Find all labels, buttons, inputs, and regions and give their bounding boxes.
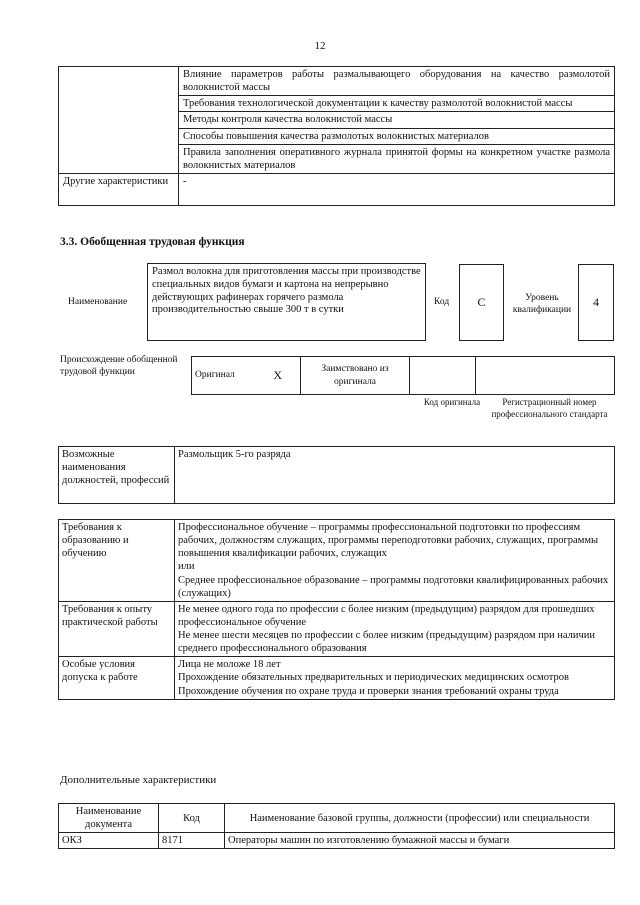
code-caption: Код оригинала bbox=[423, 397, 481, 407]
positions-table bbox=[58, 446, 615, 504]
requirement-line: Не менее одного года по профессии с более низким (предыдущим) разрядом для прошедших профессиональное обучение bbox=[178, 603, 595, 628]
table-row bbox=[59, 173, 615, 205]
requirement-label: Требования к опыту практической работы bbox=[59, 601, 175, 657]
table-row bbox=[59, 601, 615, 657]
positions-value: Размольщик 5-го разряда bbox=[175, 447, 615, 504]
knowledge-item: Требования технологической документации к качеству размолотой волокнистой массы bbox=[179, 96, 615, 112]
doc-cell: ОКЗ bbox=[59, 833, 159, 849]
requirement-label: Требования к образованию и обучению bbox=[59, 520, 175, 602]
table-row bbox=[59, 447, 615, 504]
additional-title: Дополнительные характеристики bbox=[60, 774, 217, 786]
function-name: Размол волокна для приготовления массы при производстве специальных видов бумаги и картона на непрерывно действующих рафинерах горячего размола производительностью свыше 300 т в сутки bbox=[147, 263, 426, 341]
other-characteristics-value: - bbox=[179, 173, 615, 205]
original-label: Оригинал bbox=[192, 357, 256, 395]
requirement-line: Среднее профессиональное образование – программы подготовки квалифицированных рабочих (служащих) bbox=[178, 574, 609, 599]
knowledge-item: Правила заполнения оперативного журнала принятой формы на конкретном участке размола волокнистых материалов bbox=[179, 144, 615, 173]
requirement-value bbox=[175, 657, 615, 699]
origin-table bbox=[191, 356, 615, 395]
header-name: Наименование базовой группы, должности (профессии) или специальности bbox=[225, 804, 615, 833]
requirement-line: Прохождение обучения по охране труда и проверки знания требований охраны труда bbox=[178, 685, 559, 697]
requirement-line: Лица не моложе 18 лет bbox=[178, 659, 281, 671]
requirement-line: Прохождение обязательных предварительных и периодических медицинских осмотров bbox=[178, 672, 569, 684]
table-row bbox=[59, 657, 615, 699]
level-label: Уровень квалификации bbox=[512, 293, 572, 316]
code-cell: 8171 bbox=[159, 833, 225, 849]
requirement-line: Профессиональное обучение – программы профессиональной подготовки по профессиям рабочих, должностям служащих, программы переподготовки рабочих, служащих, программы повышения квалификации рабочих, служащих bbox=[178, 522, 599, 560]
knowledge-item: Способы повышения качества размолотых волокнистых материалов bbox=[179, 128, 615, 144]
table-header-row bbox=[59, 804, 615, 833]
original-code-cell bbox=[410, 357, 476, 395]
section-title: 3.3. Обобщенная трудовая функция bbox=[60, 236, 245, 248]
original-mark: Х bbox=[256, 357, 301, 395]
requirement-value bbox=[175, 520, 615, 602]
knowledge-item: Методы контроля качества волокнистой массы bbox=[179, 112, 615, 128]
requirement-value bbox=[175, 601, 615, 657]
table-row bbox=[59, 67, 615, 96]
code-label: Код bbox=[434, 297, 450, 307]
header-code: Код bbox=[159, 804, 225, 833]
table-row bbox=[59, 520, 615, 602]
registration-number-cell bbox=[476, 357, 615, 395]
positions-label: Возможные наименования должностей, профессий bbox=[59, 447, 175, 504]
requirement-line: или bbox=[178, 561, 195, 573]
qualification-level: 4 bbox=[578, 264, 614, 341]
header-document: Наименование документа bbox=[59, 804, 159, 833]
function-code: С bbox=[459, 264, 504, 341]
registration-caption: Регистрационный номер профессионального стандарта bbox=[491, 397, 608, 419]
knowledge-table bbox=[58, 66, 615, 206]
borrowed-label: Заимствовано из оригинала bbox=[301, 357, 410, 395]
table-row bbox=[192, 357, 615, 395]
table-row bbox=[59, 833, 615, 849]
origin-label: Происхождение обобщенной трудовой функции bbox=[60, 355, 178, 377]
requirement-line: Не менее шести месяцев по профессии с более низким (предыдущим) разрядом при наличии среднего профессионального образования bbox=[178, 630, 595, 655]
page-number: 12 bbox=[314, 40, 326, 52]
table-cell-empty bbox=[59, 67, 179, 174]
requirement-label: Особые условия допуска к работе bbox=[59, 657, 175, 699]
other-characteristics-label: Другие характеристики bbox=[59, 173, 179, 205]
knowledge-item: Влияние параметров работы размалывающего оборудования на качество размолотой волокнистой массы bbox=[179, 67, 615, 96]
additional-table bbox=[58, 803, 615, 849]
name-label: Наименование bbox=[68, 297, 128, 307]
name-cell: Операторы машин по изготовлению бумажной массы и бумаги bbox=[225, 833, 615, 849]
requirements-table bbox=[58, 519, 615, 700]
